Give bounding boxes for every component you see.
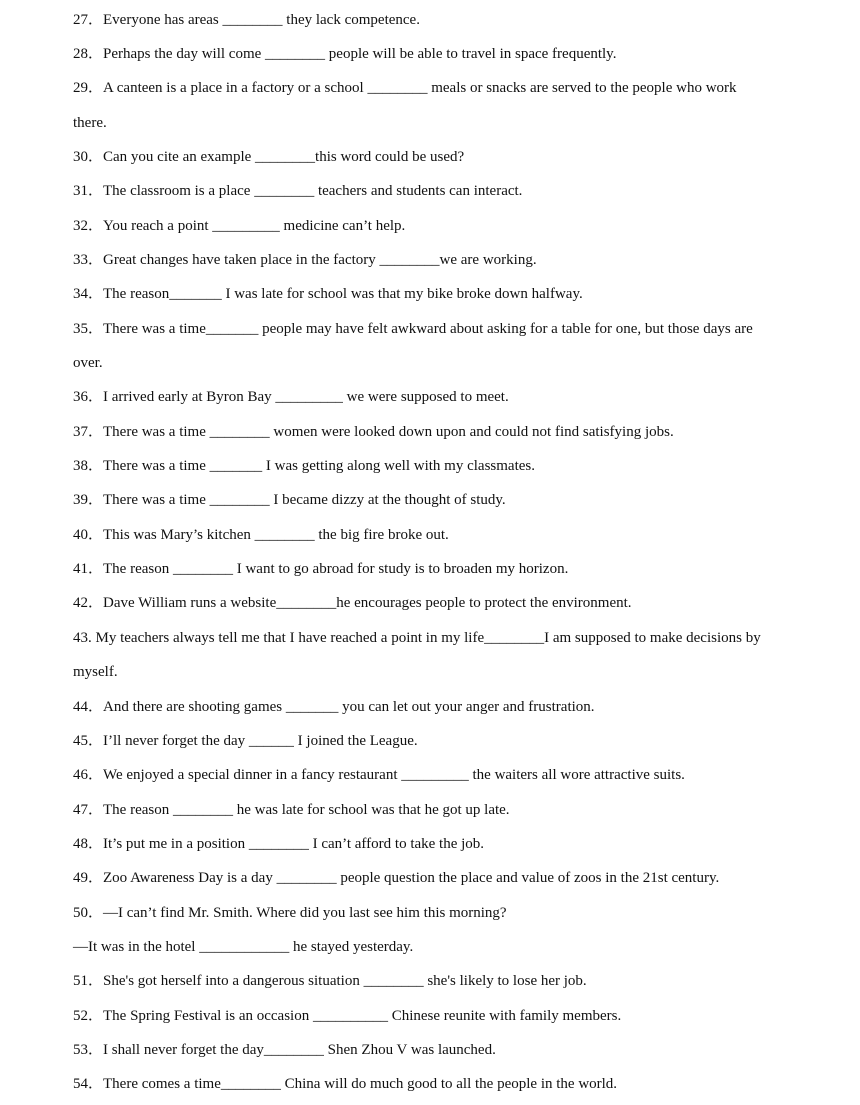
question-35-continuation: over. [73,355,103,371]
question-27: 27．Everyone has areas ________ they lack competence. [73,12,420,28]
question-36: 36．I arrived early at Byron Bay _________ we were supposed to meet. [73,389,509,405]
question-45: 45．I’ll never forget the day ______ I joined the League. [73,733,418,749]
question-30: 30．Can you cite an example ________this word could be used? [73,149,465,165]
question-51: 51．She's got herself into a dangerous situation ________ she's likely to lose her job. [73,973,587,989]
question-49: 49．Zoo Awareness Day is a day ________ people question the place and value of zoos in the 21st century. [73,870,720,886]
question-48: 48．It’s put me in a position ________ I can’t afford to take the job. [73,836,485,852]
question-50: 50．—I can’t find Mr. Smith. Where did you last see him this morning? [73,905,507,921]
question-46: 46．We enjoyed a special dinner in a fancy restaurant _________ the waiters all wore attractive suits. [73,767,685,783]
question-52: 52．The Spring Festival is an occasion __________ Chinese reunite with family members. [73,1008,622,1024]
question-43: 43. My teachers always tell me that I have reached a point in my life________I am supposed to make decisions by [73,630,761,646]
question-43-continuation: myself. [73,664,118,680]
question-47: 47．The reason ________ he was late for school was that he got up late. [73,802,510,818]
question-50-response: —It was in the hotel ____________ he stayed yesterday. [73,939,414,955]
question-28: 28．Perhaps the day will come ________ people will be able to travel in space frequently. [73,46,617,62]
question-41: 41．The reason ________ I want to go abroad for study is to broaden my horizon. [73,561,569,577]
question-29: 29．A canteen is a place in a factory or a school ________ meals or snacks are served to the people who work [73,80,737,96]
question-33: 33．Great changes have taken place in the factory ________we are working. [73,252,537,268]
question-35: 35．There was a time_______ people may have felt awkward about asking for a table for one, but those days are [73,321,753,337]
question-29-continuation: there. [73,115,107,131]
question-44: 44．And there are shooting games _______ you can let out your anger and frustration. [73,699,595,715]
question-37: 37．There was a time ________ women were looked down upon and could not find satisfying jobs. [73,424,674,440]
question-31: 31．The classroom is a place ________ teachers and students can interact. [73,183,523,199]
question-38: 38．There was a time _______ I was getting along well with my classmates. [73,458,535,474]
question-53: 53．I shall never forget the day________ Shen Zhou V was launched. [73,1042,496,1058]
question-42: 42．Dave William runs a website________he encourages people to protect the environment. [73,595,632,611]
question-39: 39．There was a time ________ I became dizzy at the thought of study. [73,492,506,508]
question-34: 34．The reason_______ I was late for school was that my bike broke down halfway. [73,286,583,302]
question-40: 40．This was Mary’s kitchen ________ the big fire broke out. [73,527,449,543]
question-32: 32．You reach a point _________ medicine can’t help. [73,218,406,234]
question-54: 54．There comes a time________ China will do much good to all the people in the world. [73,1076,618,1092]
